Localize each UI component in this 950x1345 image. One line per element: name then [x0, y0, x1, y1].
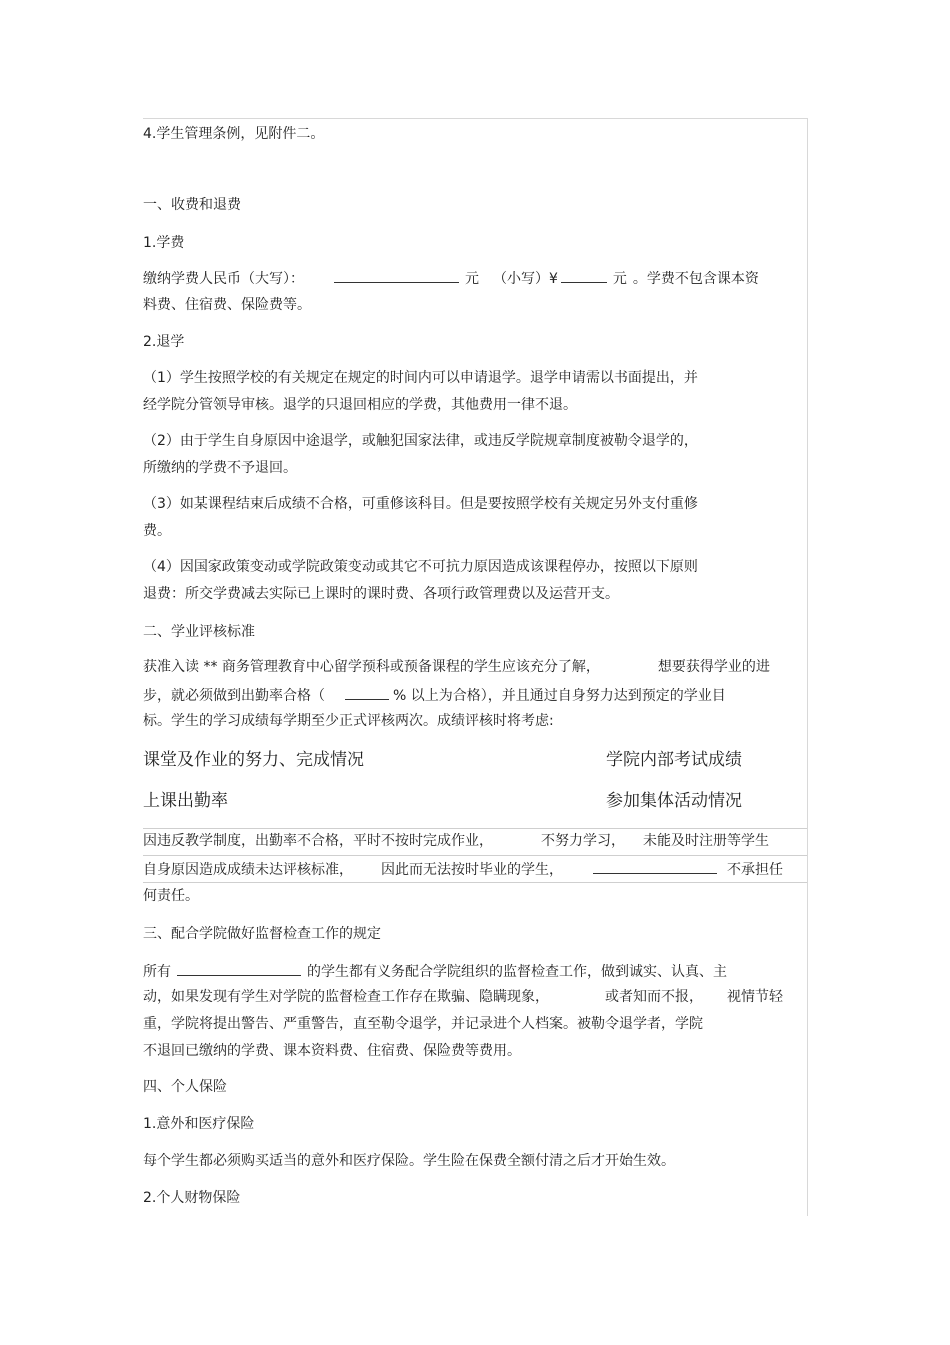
insurance-1-heading: 1.意外和医疗保险 — [143, 1116, 255, 1132]
section-4-heading: 四、个人保险 — [143, 1079, 227, 1095]
withdraw-heading: 2.退学 — [143, 334, 185, 350]
section-2-heading: 二、学业评核标准 — [143, 624, 255, 640]
fee-uppercase-blank — [334, 268, 459, 283]
eval-text-d: % 以上为合格），并且通过自身努力达到预定的学业目 — [393, 688, 726, 704]
withdraw-4-line-1: （4）因国家政策变动或学院政策变动或其它不可抗力原因造成该课程停办，按照以下原则 — [143, 559, 698, 575]
supervision-line-4: 不退回已缴纳的学费、课本资料费、住宿费、保险费等费用。 — [143, 1043, 521, 1059]
eval-line-2 — [143, 685, 726, 705]
supervision-text-b: 的学生都有义务配合学院组织的监督检查工作，做到诚实、认真、主 — [307, 964, 727, 980]
attendance-blank — [345, 685, 389, 700]
divider — [143, 882, 807, 883]
insurance-2-heading: 2.个人财物保险 — [143, 1190, 241, 1206]
supervision-text-a: 所有 — [143, 964, 171, 980]
section-3-heading: 三、配合学院做好监督检查工作的规定 — [143, 926, 381, 942]
violation-text-c: 未能及时注册等学生 — [643, 833, 769, 849]
eval-text-b: 想要获得学业的进 — [657, 659, 770, 675]
eval-text-a: 获准入读 ** 商务管理教育中心留学预科或预备课程的学生应该充分了解， — [143, 659, 600, 675]
violation-text-a: 因违反教学制度，出勤率不合格，平时不按时完成作业， — [143, 833, 493, 849]
withdraw-3-line-2: 费。 — [143, 523, 171, 539]
violation-text-d: 自身原因造成成绩未达评核标准， — [143, 862, 353, 878]
violation-line-3: 何责任。 — [143, 888, 199, 904]
divider — [143, 828, 807, 829]
withdraw-1-line-2: 经学院分管领导审核。退学的只退回相应的学费，其他费用一律不退。 — [143, 397, 577, 413]
yuan-label-2: 元 — [612, 271, 627, 287]
withdraw-2-line-2: 所缴纳的学费不予退回。 — [143, 460, 297, 476]
withdraw-3-line-1: （3）如某课程结束后成绩不合格，可重修该科目。但是要按照学校有关规定另外支付重修 — [143, 496, 698, 512]
withdraw-4-line-2: 退费：所交学费减去实际已上课时的课时费、各项行政管理费以及运营开支。 — [143, 586, 619, 602]
violation-blank — [593, 859, 717, 874]
supervision-blank — [177, 961, 301, 976]
violation-text-b: 不努力学习， — [541, 833, 625, 849]
divider — [143, 855, 807, 856]
withdraw-2-line-1: （2）由于学生自身原因中途退学，或触犯国家法律，或违反学院规章制度被勒令退学的， — [143, 433, 698, 449]
criterion-effort: 课堂及作业的努力、完成情况 — [143, 750, 364, 770]
section-1-heading: 一、收费和退费 — [143, 197, 241, 213]
violation-line-2 — [143, 859, 783, 879]
item-4: 4.学生管理条例，见附件二。 — [143, 126, 325, 142]
violation-text-e: 因此而无法按时毕业的学生， — [381, 862, 563, 878]
yuan-label-1: 元 — [465, 271, 479, 287]
fee-note: 。学费不包含课本资 — [632, 271, 759, 287]
supervision-line-1 — [143, 961, 727, 981]
eval-text-c: 步，就必须做到出勤率合格（ — [143, 688, 325, 704]
supervision-text-d: 或者知而不报， — [605, 989, 703, 1005]
fee-lowercase-blank — [561, 268, 607, 283]
supervision-text-e: 视情节轻 — [727, 989, 783, 1005]
fee-line-1 — [143, 268, 759, 288]
violation-text-f: 不承担任 — [727, 862, 783, 878]
supervision-text-c: 动，如果发现有学生对学院的监督检查工作存在欺骗、隐瞒现象， — [143, 989, 549, 1005]
withdraw-1-line-1: （1）学生按照学校的有关规定在规定的时间内可以申请退学。退学申请需以书面提出，并 — [143, 370, 698, 386]
supervision-line-3: 重，学院将提出警告、严重警告，直至勒令退学，并记录进个人档案。被勒令退学者，学院 — [143, 1016, 703, 1032]
eval-line-1 — [143, 658, 770, 676]
violation-line-1 — [143, 832, 769, 850]
criterion-attendance: 上课出勤率 — [143, 791, 228, 811]
fee-heading: 1.学费 — [143, 235, 185, 251]
eval-line-3: 标。学生的学习成绩每学期至少正式评核两次。成绩评核时将考虑: — [143, 713, 554, 729]
criterion-activities: 参加集体活动情况 — [606, 791, 742, 811]
insurance-1-text: 每个学生都必须购买适当的意外和医疗保险。学生险在保费全额付清之后才开始生效。 — [143, 1153, 675, 1169]
fee-amount-lowercase-label: （小写）¥ — [493, 271, 558, 287]
fee-line-2: 料费、住宿费、保险费等。 — [143, 297, 311, 313]
fee-amount-uppercase-label: 缴纳学费人民币（大写）： — [143, 271, 304, 287]
supervision-line-2 — [143, 988, 783, 1006]
criterion-exam: 学院内部考试成绩 — [606, 750, 742, 770]
